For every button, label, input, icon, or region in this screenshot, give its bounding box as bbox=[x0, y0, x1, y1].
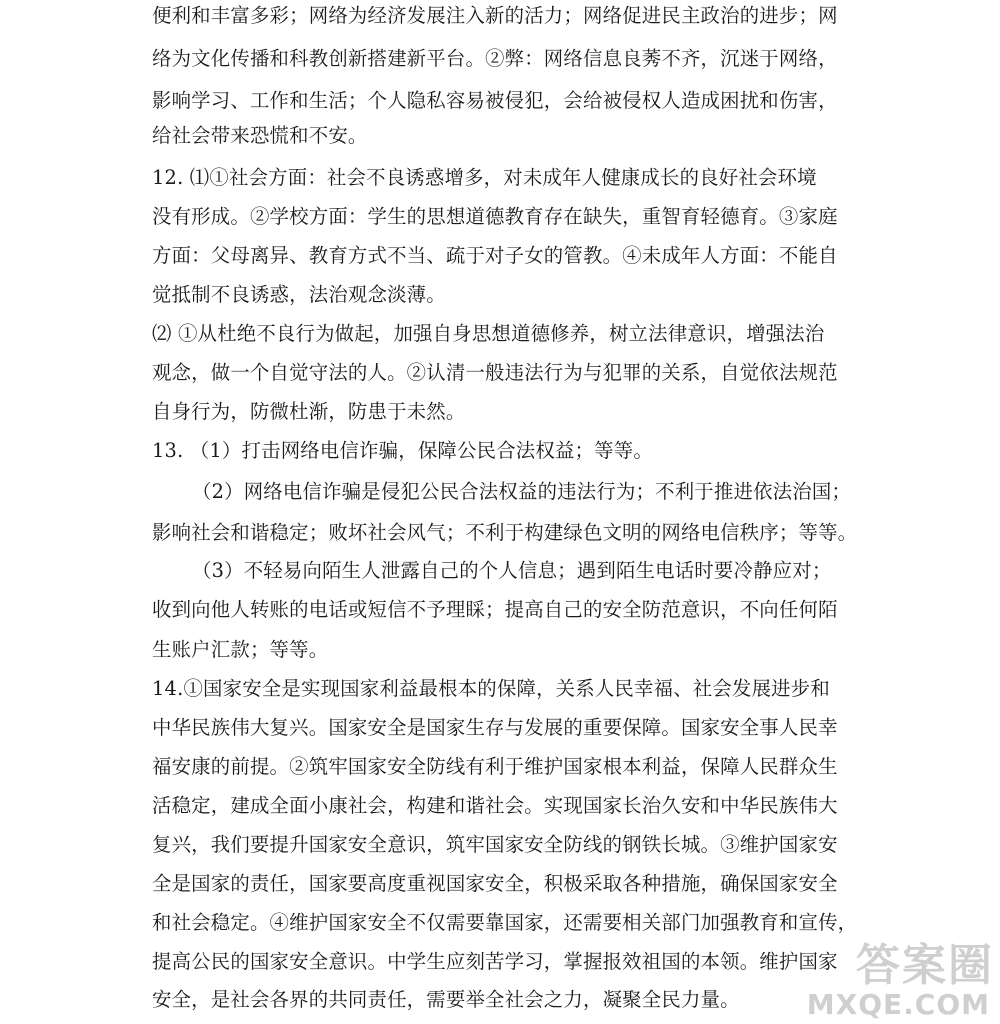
text-line: 观念，做一个自觉守法的人。②认清一般违法行为与犯罪的关系，自觉依法规范 bbox=[152, 361, 838, 384]
watermark-logo-text: 答案圈 bbox=[856, 940, 994, 991]
text-line: 没有形成。②学校方面：学生的思想道德教育存在缺失，重智育轻德育。③家庭 bbox=[152, 205, 838, 228]
text-line: 中华民族伟大复兴。国家安全是国家生存与发展的重要保障。国家安全事人民幸 bbox=[152, 716, 838, 739]
text-line: （2）网络电信诈骗是侵犯公民合法权益的违法行为；不利于推进依法治国； bbox=[192, 480, 852, 503]
text-line: 影响社会和谐稳定；败坏社会风气；不利于构建绿色文明的网络电信秩序；等等。 bbox=[152, 521, 858, 544]
text-line: 给社会带来恐慌和不安。 bbox=[152, 124, 368, 147]
text-line: 自身行为，防微杜渐，防患于未然。 bbox=[152, 400, 466, 423]
text-line: 络为文化传播和科教创新搭建新平台。②弊：网络信息良莠不齐，沉迷于网络， bbox=[152, 47, 838, 70]
text-line: 和社会稳定。④维护国家安全不仅需要靠国家，还需要相关部门加强教育和宣传， bbox=[152, 911, 858, 934]
text-line: ⑵ ①从杜绝不良行为做起，加强自身思想道德修养，树立法律意识，增强法治 bbox=[152, 322, 825, 345]
text-line: 福安康的前提。②筑牢国家安全防线有利于维护国家根本利益，保障人民群众生 bbox=[152, 755, 838, 778]
text-line: 全是国家的责任，国家要高度重视国家安全，积极采取各种措施，确保国家安全 bbox=[152, 872, 838, 895]
text-line: 便利和丰富多彩；网络为经济发展注入新的活力；网络促进民主政治的进步；网 bbox=[152, 4, 838, 27]
text-line: 影响学习、工作和生活；个人隐私容易被侵犯，会给被侵权人造成困扰和伤害， bbox=[152, 89, 838, 112]
text-line: 生账户汇款；等等。 bbox=[152, 638, 329, 661]
text-line: 13. （1）打击网络电信诈骗，保障公民合法权益；等等。 bbox=[152, 439, 653, 462]
text-line: 觉抵制不良诱惑，法治观念淡薄。 bbox=[152, 283, 446, 306]
text-line: 活稳定，建成全面小康社会，构建和谐社会。实现国家长治久安和中华民族伟大 bbox=[152, 794, 838, 817]
text-line: 方面：父母离异、教育方式不当、疏于对子女的管教。④未成年人方面：不能自 bbox=[152, 244, 838, 267]
text-line: 14.①国家安全是实现国家利益最根本的保障，关系人民幸福、社会发展进步和 bbox=[152, 677, 830, 700]
text-line: （3）不轻易向陌生人泄露自己的个人信息；遇到陌生电话时要冷静应对； bbox=[192, 559, 832, 582]
text-line: 安全，是社会各界的共同责任，需要举全社会之力，凝聚全民力量。 bbox=[152, 988, 740, 1011]
text-line: 复兴，我们要提升国家安全意识，筑牢国家安全防线的钢铁长城。③维护国家安 bbox=[152, 833, 838, 856]
text-line: 12. ⑴①社会方面：社会不良诱惑增多，对未成年人健康成长的良好社会环境 bbox=[152, 166, 817, 189]
watermark-domain-text: MXQE.COM bbox=[806, 988, 990, 1021]
text-line: 收到向他人转账的电话或短信不予理睬；提高自己的安全防范意识，不向任何陌 bbox=[152, 598, 838, 621]
text-line: 提高公民的国家安全意识。中学生应刻苦学习，掌握报效祖国的本领。维护国家 bbox=[152, 950, 838, 973]
